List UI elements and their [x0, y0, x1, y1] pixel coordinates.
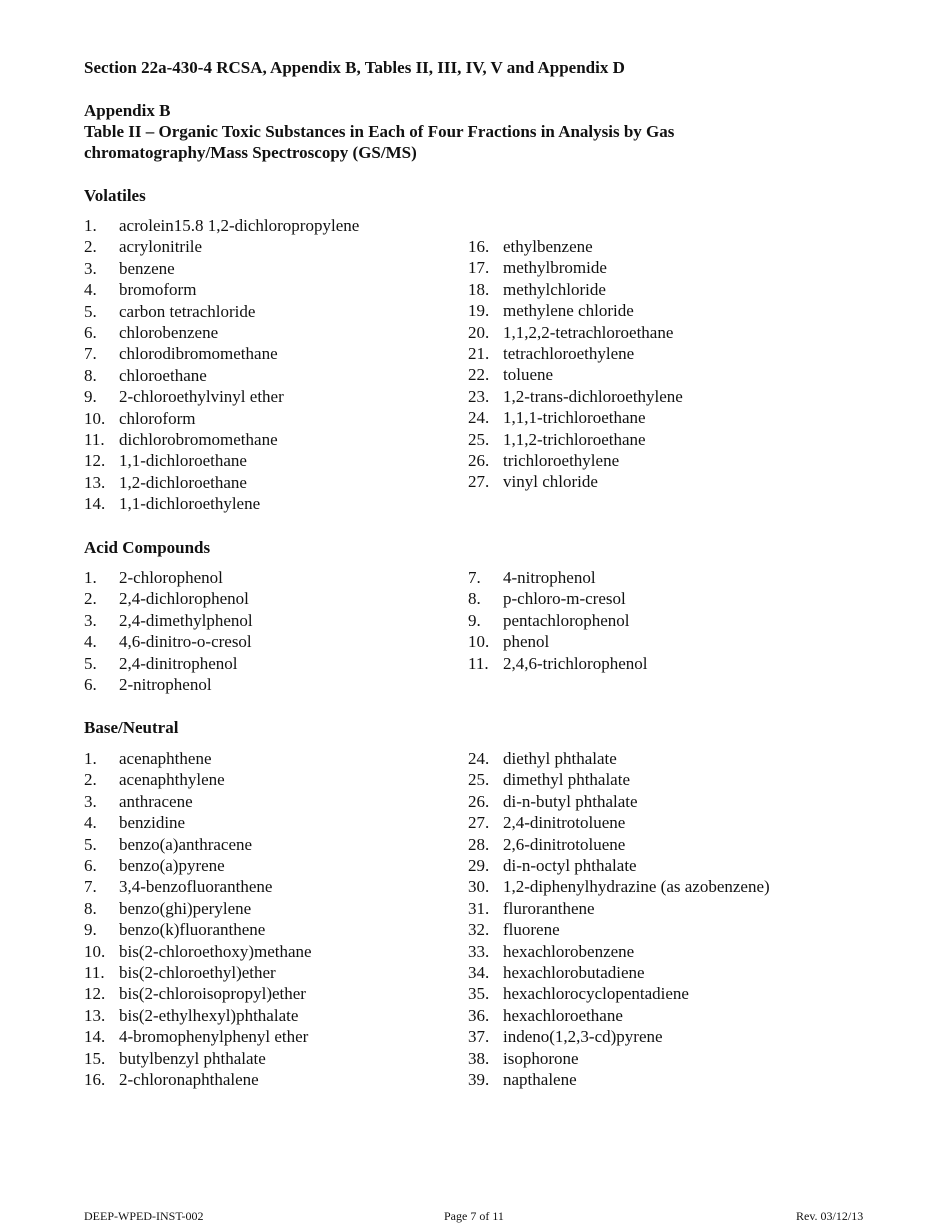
list-item-number: 35.: [468, 984, 490, 1004]
list-item-number: 14.: [84, 1027, 106, 1047]
list-item-number: 26.: [468, 791, 490, 811]
list-item-number: 25.: [468, 770, 490, 790]
list-item-name: 4-bromophenylphenyl ether: [119, 1027, 309, 1047]
list-item-number: 2.: [84, 237, 97, 257]
list-item-name: 1,2-trans-dichloroethylene: [503, 386, 683, 406]
list-item-name: methylchloride: [503, 279, 606, 299]
list-item: [84, 408, 195, 429]
list-item-name: 2-chloronaphthalene: [119, 1070, 259, 1089]
list-item-name: trichloroethylene: [503, 451, 620, 470]
list-item: [468, 343, 634, 364]
list-item: [468, 1048, 579, 1069]
list-item-name: di-n-butyl phthalate: [503, 791, 638, 811]
list-item: [84, 748, 212, 769]
list-item: [84, 279, 196, 300]
list-item-number: 8.: [468, 589, 481, 609]
list-item-number: 6.: [84, 323, 97, 342]
footer-page-number: Page 7 of 11: [444, 1209, 504, 1223]
list-item: [84, 215, 359, 236]
list-item: [84, 674, 212, 695]
list-item: [84, 962, 276, 983]
list-item-number: 1.: [84, 216, 97, 235]
list-item-name: methylene chloride: [503, 301, 634, 321]
list-item-name: 2,4-dinitrotoluene: [503, 813, 626, 833]
list-item-number: 27.: [468, 472, 490, 492]
acid-compounds-heading: Acid Compounds: [84, 538, 211, 557]
list-item-number: 6.: [84, 675, 97, 694]
list-item-name: 1,1,1-trichloroethane: [503, 408, 646, 428]
list-item-name: 3,4-benzofluoranthene: [119, 877, 273, 897]
list-item-name: 2-chloroethylvinyl ether: [119, 387, 284, 407]
list-item: [468, 812, 625, 833]
list-item: [468, 919, 560, 940]
footer-doc-id: DEEP-WPED-INST-002: [84, 1209, 204, 1223]
list-item: [84, 919, 265, 940]
list-item: [468, 279, 606, 300]
list-item: [84, 898, 251, 919]
list-item-number: 16.: [468, 237, 490, 256]
list-item: [84, 834, 252, 855]
list-item: [84, 472, 247, 493]
list-item-number: 11.: [84, 430, 105, 449]
list-item: [468, 941, 634, 962]
list-item: [84, 653, 238, 674]
list-item: [468, 471, 598, 492]
list-item: [468, 983, 689, 1004]
list-item: [468, 962, 645, 983]
list-item-name: acrylonitrile: [119, 237, 203, 257]
list-item-name: ethylbenzene: [503, 237, 593, 256]
list-item-name: fluroranthene: [503, 898, 595, 918]
list-item-name: carbon tetrachloride: [119, 301, 256, 321]
list-item-name: acrolein15.8 1,2-dichloropropylene: [119, 216, 360, 235]
list-item-number: 10.: [84, 408, 106, 428]
list-item-name: 1,1-dichloroethylene: [119, 494, 261, 514]
list-item-number: 2.: [84, 589, 97, 609]
list-item: [468, 791, 638, 812]
list-item-name: dichlorobromomethane: [119, 430, 278, 449]
list-item: [468, 588, 626, 609]
list-item: [84, 429, 278, 450]
list-item-name: chlorodibromomethane: [119, 344, 278, 364]
list-item-name: hexachlorocyclopentadiene: [503, 984, 689, 1004]
list-item-name: 1,1,2-trichloroethane: [503, 429, 646, 449]
list-item-name: acenaphthene: [119, 749, 212, 768]
list-item: [468, 855, 637, 876]
list-item: [468, 386, 683, 407]
list-item-number: 13.: [84, 1005, 106, 1025]
list-item-name: vinyl chloride: [503, 472, 598, 492]
list-item-number: 5.: [84, 653, 97, 673]
list-item-name: 2,4,6-trichlorophenol: [503, 653, 648, 673]
list-item: [468, 257, 607, 278]
list-item-name: benzo(a)pyrene: [119, 856, 225, 875]
list-item-number: 12.: [84, 451, 106, 471]
list-item: [468, 364, 553, 385]
list-item: [84, 1005, 298, 1026]
list-item-number: 5.: [84, 301, 97, 321]
list-item-name: benzo(ghi)perylene: [119, 898, 252, 918]
list-item-name: anthracene: [119, 791, 193, 811]
list-item-name: 1,1,2,2-tetrachloroethane: [503, 322, 674, 342]
list-item-name: 2-chlorophenol: [119, 568, 223, 587]
list-item-name: 2,4-dichlorophenol: [119, 589, 249, 609]
list-item-name: benzene: [119, 258, 175, 278]
list-item: [84, 1026, 308, 1047]
list-item-name: hexachlorobenzene: [503, 941, 635, 961]
volatiles-heading: Volatiles: [84, 186, 146, 205]
list-item: [468, 876, 770, 897]
list-item-number: 20.: [468, 322, 490, 342]
list-item: [84, 941, 312, 962]
list-item-name: bromoform: [119, 280, 197, 300]
list-item-number: 14.: [84, 494, 106, 514]
list-item-number: 6.: [84, 856, 97, 875]
list-item: [84, 769, 225, 790]
list-item-name: toluene: [503, 365, 554, 385]
list-item-name: 4-nitrophenol: [503, 568, 596, 587]
list-item-name: chloroethane: [119, 365, 207, 385]
list-item-name: tetrachloroethylene: [503, 344, 635, 363]
list-item-name: 2,4-dinitrophenol: [119, 653, 238, 673]
list-item: [468, 610, 630, 631]
list-item-number: 19.: [468, 301, 490, 321]
list-item-number: 32.: [468, 920, 490, 940]
list-item-number: 11.: [84, 963, 105, 982]
list-item-name: di-n-octyl phthalate: [503, 856, 637, 875]
list-item: [468, 834, 625, 855]
list-item: [468, 236, 593, 257]
list-item-number: 7.: [468, 568, 481, 587]
list-item: [468, 567, 596, 588]
list-item-number: 18.: [468, 279, 490, 299]
list-item: [468, 300, 634, 321]
list-item: [84, 588, 249, 609]
list-item-name: hexachloroethane: [503, 1005, 623, 1025]
list-item-name: pentachlorophenol: [503, 610, 630, 630]
list-item-number: 11.: [468, 653, 489, 673]
list-item-name: 1,2-diphenylhydrazine (as azobenzene): [503, 877, 770, 897]
list-item-name: napthalene: [503, 1070, 577, 1089]
list-item-number: 13.: [84, 472, 106, 492]
list-item-number: 9.: [468, 610, 481, 630]
list-item: [84, 855, 225, 876]
list-item-number: 31.: [468, 898, 490, 918]
list-item: [84, 450, 247, 471]
list-item: [468, 631, 549, 652]
list-item-number: 37.: [468, 1027, 490, 1047]
base-neutral-heading: Base/Neutral: [84, 718, 179, 737]
list-item-name: bis(2-chloroisopropyl)ether: [119, 984, 306, 1004]
list-item-number: 36.: [468, 1005, 490, 1025]
list-item-number: 30.: [468, 877, 490, 897]
list-item-name: 1,2-dichloroethane: [119, 472, 247, 492]
appendix-title: Appendix B: [84, 101, 171, 120]
list-item-name: benzo(a)anthracene: [119, 834, 253, 854]
list-item-name: dimethyl phthalate: [503, 770, 630, 790]
list-item: [468, 1069, 577, 1090]
list-item-number: 28.: [468, 834, 490, 854]
list-item: [84, 236, 202, 257]
list-item-name: fluorene: [503, 920, 560, 940]
list-item-number: 12.: [84, 984, 106, 1004]
list-item: [468, 429, 646, 450]
list-item-number: 3.: [84, 258, 97, 278]
list-item-number: 10.: [468, 632, 490, 652]
list-item-number: 24.: [468, 749, 490, 768]
list-item-name: indeno(1,2,3-cd)pyrene: [503, 1027, 663, 1047]
list-item-name: benzidine: [119, 813, 186, 833]
list-item: [468, 322, 673, 343]
list-item: [84, 258, 175, 279]
list-item-number: 25.: [468, 429, 490, 449]
list-item-number: 5.: [84, 834, 97, 854]
list-item-number: 8.: [84, 365, 97, 385]
list-item-number: 3.: [84, 791, 97, 811]
list-item-name: 2,4-dimethylphenol: [119, 610, 253, 630]
list-item: [468, 407, 646, 428]
list-item-number: 2.: [84, 770, 97, 790]
list-item-number: 9.: [84, 920, 97, 940]
list-item-name: butylbenzyl phthalate: [119, 1048, 266, 1068]
list-item-name: bis(2-chloroethyl)ether: [119, 963, 276, 982]
list-item: [84, 610, 253, 631]
list-item-name: methylbromide: [503, 258, 607, 278]
list-item-name: p-chloro-m-cresol: [503, 589, 626, 609]
list-item-number: 27.: [468, 813, 490, 833]
list-item-name: 4,6-dinitro-o-cresol: [119, 632, 252, 652]
list-item-number: 34.: [468, 963, 490, 982]
list-item-number: 22.: [468, 365, 490, 385]
list-item-number: 23.: [468, 386, 490, 406]
list-item: [84, 493, 260, 514]
list-item-number: 4.: [84, 280, 97, 300]
table-title-line-2: chromatography/Mass Spectroscopy (GS/MS): [84, 143, 417, 162]
list-item: [468, 450, 619, 471]
list-item-name: benzo(k)fluoranthene: [119, 920, 266, 940]
list-item-number: 38.: [468, 1048, 490, 1068]
list-item: [84, 983, 306, 1004]
list-item: [84, 1048, 266, 1069]
list-item: [84, 1069, 259, 1090]
list-item-number: 4.: [84, 632, 97, 652]
list-item-number: 29.: [468, 856, 490, 875]
document-header: Section 22a-430-4 RCSA, Appendix B, Tables II, III, IV, V and Appendix D: [84, 58, 625, 77]
list-item: [84, 567, 223, 588]
list-item-name: diethyl phthalate: [503, 749, 617, 768]
list-item: [468, 769, 630, 790]
list-item: [84, 631, 252, 652]
list-item-name: 1,1-dichloroethane: [119, 451, 247, 471]
list-item-name: bis(2-ethylhexyl)phthalate: [119, 1005, 299, 1025]
list-item-number: 16.: [84, 1070, 106, 1089]
list-item: [84, 791, 193, 812]
list-item: [468, 653, 647, 674]
list-item-number: 39.: [468, 1070, 490, 1089]
list-item: [84, 876, 272, 897]
list-item-number: 10.: [84, 941, 106, 961]
list-item-number: 3.: [84, 610, 97, 630]
list-item-number: 17.: [468, 258, 490, 278]
list-item-number: 1.: [84, 568, 97, 587]
list-item-number: 33.: [468, 941, 490, 961]
list-item: [84, 386, 284, 407]
list-item-name: phenol: [503, 632, 550, 652]
list-item: [468, 1026, 663, 1047]
list-item: [84, 343, 278, 364]
list-item-number: 7.: [84, 344, 97, 364]
list-item-number: 4.: [84, 813, 97, 833]
list-item-name: 2-nitrophenol: [119, 675, 212, 694]
list-item-number: 26.: [468, 451, 490, 470]
list-item-number: 7.: [84, 877, 97, 897]
list-item-name: chlorobenzene: [119, 323, 219, 342]
list-item-name: isophorone: [503, 1048, 579, 1068]
list-item: [84, 322, 218, 343]
list-item-number: 15.: [84, 1048, 106, 1068]
list-item-number: 9.: [84, 387, 97, 407]
list-item-name: hexachlorobutadiene: [503, 963, 645, 982]
list-item-name: 2,6-dinitrotoluene: [503, 834, 626, 854]
list-item: [84, 365, 207, 386]
list-item: [468, 748, 617, 769]
list-item-number: 8.: [84, 898, 97, 918]
list-item: [468, 898, 595, 919]
list-item: [468, 1005, 623, 1026]
list-item-number: 21.: [468, 344, 490, 363]
list-item-name: chloroform: [119, 408, 196, 428]
list-item-number: 24.: [468, 408, 490, 428]
footer-revision: Rev. 03/12/13: [796, 1209, 864, 1223]
list-item-name: acenaphthylene: [119, 770, 225, 790]
list-item-name: bis(2-chloroethoxy)methane: [119, 941, 312, 961]
table-title-line-1: Table II – Organic Toxic Substances in Each of Four Fractions in Analysis by Gas: [84, 122, 675, 141]
list-item-number: 1.: [84, 749, 97, 768]
list-item: [84, 301, 255, 322]
list-item: [84, 812, 185, 833]
